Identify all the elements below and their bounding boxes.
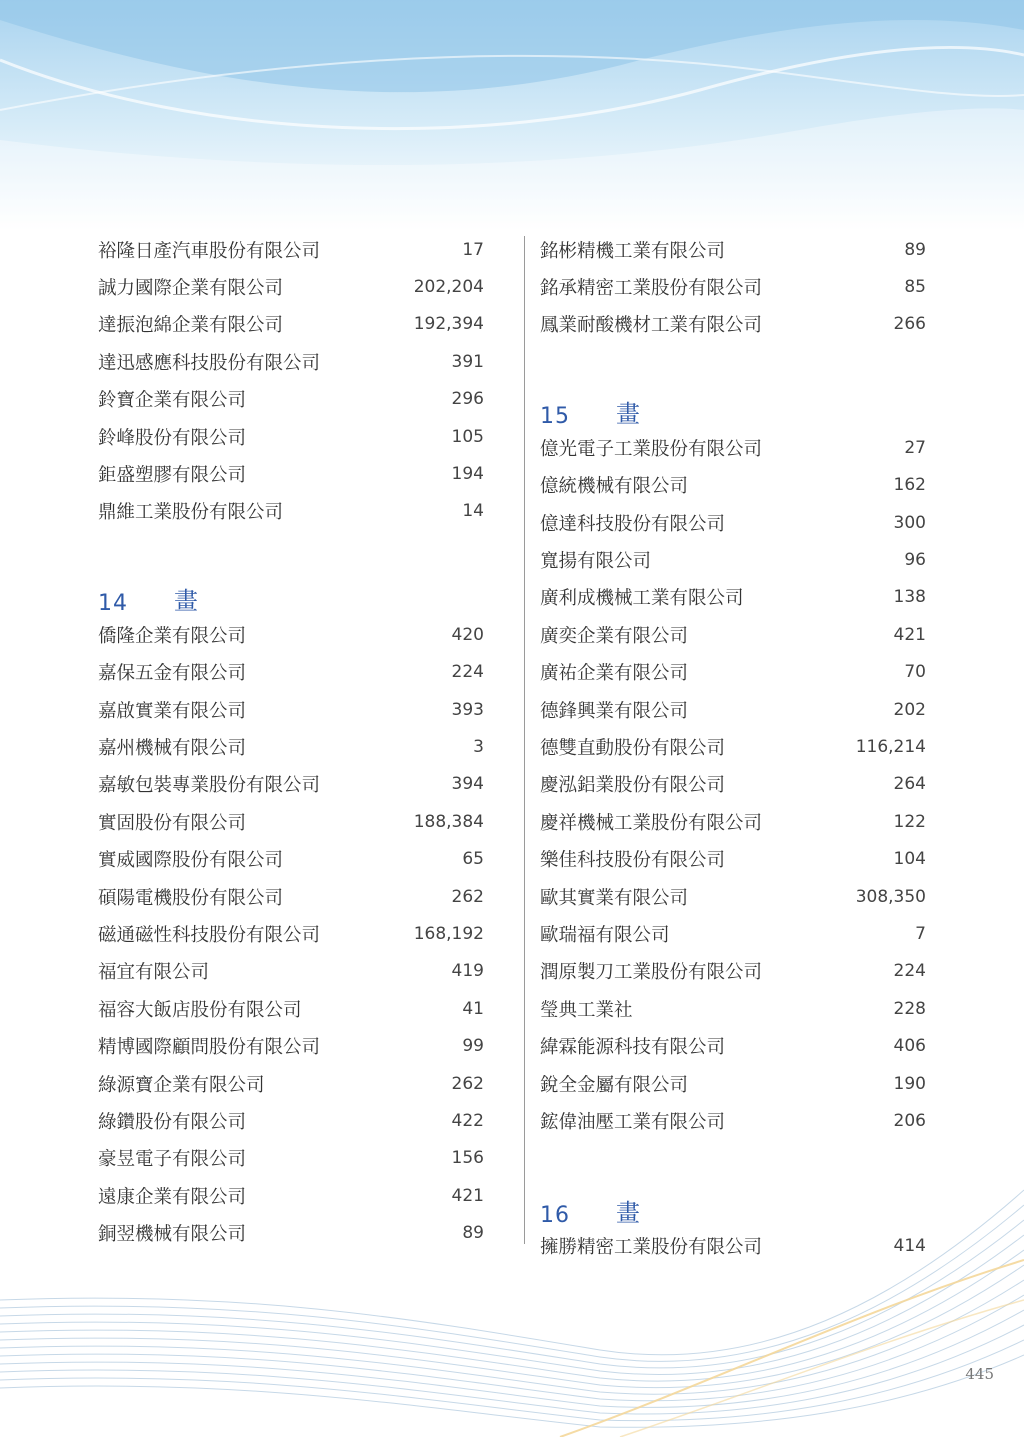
page-reference: 296 xyxy=(451,389,484,410)
list-item xyxy=(540,1102,926,1139)
stroke-label: 畫 xyxy=(616,400,640,429)
page-reference: 116,214 xyxy=(855,736,926,757)
company-name: 銘承精密工業股份有限公司 xyxy=(540,278,763,300)
list-item xyxy=(98,1214,484,1251)
list-item xyxy=(540,1027,926,1064)
list-item xyxy=(540,231,926,268)
company-name: 樂佳科技股份有限公司 xyxy=(540,850,726,872)
company-name: 廣利成機械工業有限公司 xyxy=(540,588,744,610)
page-reference: 266 xyxy=(893,314,926,335)
company-name: 瑩典工業社 xyxy=(540,999,633,1021)
list-item xyxy=(98,766,484,803)
company-name: 福容大飯店股份有限公司 xyxy=(98,999,302,1021)
page-reference: 422 xyxy=(451,1110,484,1131)
page-reference: 421 xyxy=(893,624,926,645)
company-name: 嘉啟實業有限公司 xyxy=(98,700,247,722)
list-item xyxy=(540,728,926,765)
list-item xyxy=(98,990,484,1027)
company-name: 遠康企業有限公司 xyxy=(98,1186,247,1208)
page-reference: 188,384 xyxy=(413,811,484,832)
list-item xyxy=(98,1102,484,1139)
list-item xyxy=(540,990,926,1027)
company-name: 慶祥機械工業股份有限公司 xyxy=(540,812,763,834)
page-reference: 420 xyxy=(451,624,484,645)
company-name: 廣祐企業有限公司 xyxy=(540,663,689,685)
page-reference: 393 xyxy=(451,699,484,720)
company-name: 歐其實業有限公司 xyxy=(540,887,689,909)
company-name: 誠力國際企業有限公司 xyxy=(98,278,284,300)
list-item xyxy=(540,1065,926,1102)
left-top-entries xyxy=(98,231,484,530)
company-name: 鼎維工業股份有限公司 xyxy=(98,502,284,524)
page-reference: 224 xyxy=(893,961,926,982)
list-item xyxy=(540,766,926,803)
page-reference: 202,204 xyxy=(413,277,484,298)
list-item xyxy=(540,306,926,343)
company-name: 歐瑞福有限公司 xyxy=(540,924,670,946)
page-reference: 41 xyxy=(462,998,484,1019)
company-name: 銳全金屬有限公司 xyxy=(540,1074,689,1096)
company-name: 精博國際顧問股份有限公司 xyxy=(98,1037,321,1059)
page-reference: 122 xyxy=(893,811,926,832)
list-item xyxy=(98,953,484,990)
list-item xyxy=(98,840,484,877)
stroke-count: 14 xyxy=(98,591,128,617)
page-reference: 202 xyxy=(893,699,926,720)
list-item xyxy=(98,803,484,840)
page-reference: 192,394 xyxy=(413,314,484,335)
list-item xyxy=(98,268,484,305)
list-item xyxy=(540,467,926,504)
section-14-entries xyxy=(98,616,484,1252)
company-name: 裕隆日產汽車股份有限公司 xyxy=(98,240,321,262)
list-item xyxy=(98,1177,484,1214)
list-item xyxy=(98,381,484,418)
list-item xyxy=(98,418,484,455)
page-reference: 414 xyxy=(893,1236,926,1257)
company-name: 達迅感應科技股份有限公司 xyxy=(98,352,321,374)
list-item xyxy=(540,654,926,691)
list-item xyxy=(540,429,926,466)
page-reference: 104 xyxy=(893,849,926,870)
company-name: 寬揚有限公司 xyxy=(540,551,652,573)
company-name: 銅翌機械有限公司 xyxy=(98,1224,247,1246)
column-divider xyxy=(524,236,525,1244)
section-heading-14 xyxy=(98,574,484,616)
page-reference: 262 xyxy=(451,1073,484,1094)
page-reference: 138 xyxy=(893,587,926,608)
list-item xyxy=(540,616,926,653)
company-name: 實固股份有限公司 xyxy=(98,812,247,834)
page-reference: 308,350 xyxy=(855,886,926,907)
right-column xyxy=(540,231,926,1265)
list-item xyxy=(540,268,926,305)
company-name: 鋐偉油壓工業有限公司 xyxy=(540,1111,726,1133)
list-item xyxy=(98,306,484,343)
list-item xyxy=(98,878,484,915)
company-name: 嘉州機械有限公司 xyxy=(98,737,247,759)
page-reference: 17 xyxy=(462,239,484,260)
stroke-label: 畫 xyxy=(174,587,198,616)
list-item xyxy=(98,343,484,380)
company-name: 銘彬精機工業有限公司 xyxy=(540,240,726,262)
page-reference: 7 xyxy=(915,923,926,944)
list-item xyxy=(540,1228,926,1265)
list-item xyxy=(540,878,926,915)
list-item xyxy=(98,728,484,765)
list-item xyxy=(540,579,926,616)
company-name: 綠源寶企業有限公司 xyxy=(98,1074,265,1096)
company-name: 碩陽電機股份有限公司 xyxy=(98,887,284,909)
page-reference: 162 xyxy=(893,475,926,496)
list-item xyxy=(98,691,484,728)
stroke-label: 畫 xyxy=(616,1198,640,1227)
section-15-entries xyxy=(540,429,926,1139)
company-name: 鳳業耐酸機材工業有限公司 xyxy=(540,315,763,337)
page-reference: 419 xyxy=(451,961,484,982)
list-item xyxy=(540,541,926,578)
company-name: 僑隆企業有限公司 xyxy=(98,625,247,647)
page-reference: 89 xyxy=(462,1223,484,1244)
company-name: 廣奕企業有限公司 xyxy=(540,625,689,647)
page-reference: 105 xyxy=(451,426,484,447)
list-item xyxy=(98,493,484,530)
list-item xyxy=(540,953,926,990)
page-reference: 264 xyxy=(893,774,926,795)
list-item xyxy=(98,915,484,952)
list-item xyxy=(540,803,926,840)
page-reference: 27 xyxy=(904,437,926,458)
company-name: 億達科技股份有限公司 xyxy=(540,513,726,535)
company-name: 嘉敏包裝專業股份有限公司 xyxy=(98,775,321,797)
page-reference: 194 xyxy=(451,464,484,485)
list-item xyxy=(540,691,926,728)
page-reference: 190 xyxy=(893,1073,926,1094)
list-item xyxy=(98,654,484,691)
header-wave-decoration xyxy=(0,0,1024,230)
page-reference: 406 xyxy=(893,1036,926,1057)
page-reference: 394 xyxy=(451,774,484,795)
page-reference: 168,192 xyxy=(413,923,484,944)
left-column xyxy=(98,231,484,1252)
page-reference: 421 xyxy=(451,1185,484,1206)
list-item xyxy=(98,1027,484,1064)
page-reference: 156 xyxy=(451,1148,484,1169)
list-item xyxy=(98,616,484,653)
page-reference: 206 xyxy=(893,1110,926,1131)
company-name: 鈴峰股份有限公司 xyxy=(98,427,247,449)
company-name: 擁勝精密工業股份有限公司 xyxy=(540,1237,763,1259)
company-name: 豪昱電子有限公司 xyxy=(98,1149,247,1171)
company-name: 潤原製刀工業股份有限公司 xyxy=(540,962,763,984)
company-name: 福宜有限公司 xyxy=(98,962,210,984)
company-name: 磁通磁性科技股份有限公司 xyxy=(98,924,321,946)
company-name: 實威國際股份有限公司 xyxy=(98,850,284,872)
list-item xyxy=(540,840,926,877)
page-reference: 391 xyxy=(451,351,484,372)
company-name: 德雙直動股份有限公司 xyxy=(540,737,726,759)
section-16-entries xyxy=(540,1228,926,1265)
page-reference: 85 xyxy=(904,277,926,298)
page-reference: 228 xyxy=(893,998,926,1019)
page-reference: 65 xyxy=(462,849,484,870)
list-item xyxy=(540,504,926,541)
section-heading-16 xyxy=(540,1186,926,1228)
stroke-count: 16 xyxy=(540,1202,570,1228)
company-name: 億統機械有限公司 xyxy=(540,476,689,498)
list-item xyxy=(98,1140,484,1177)
right-top-entries xyxy=(540,231,926,343)
stroke-count: 15 xyxy=(540,404,570,430)
page-reference: 96 xyxy=(904,550,926,571)
page-reference: 262 xyxy=(451,886,484,907)
list-item xyxy=(98,1065,484,1102)
company-name: 嘉保五金有限公司 xyxy=(98,663,247,685)
page-reference: 14 xyxy=(462,501,484,522)
company-name: 慶泓鋁業股份有限公司 xyxy=(540,775,726,797)
page-reference: 300 xyxy=(893,512,926,533)
page-reference: 3 xyxy=(473,736,484,757)
company-name: 達振泡綿企業有限公司 xyxy=(98,315,284,337)
page-reference: 89 xyxy=(904,239,926,260)
company-name: 鈴寶企業有限公司 xyxy=(98,390,247,412)
list-item xyxy=(540,915,926,952)
company-name: 德鋒興業有限公司 xyxy=(540,700,689,722)
page-reference: 224 xyxy=(451,662,484,683)
company-name: 綠鑽股份有限公司 xyxy=(98,1111,247,1133)
page-reference: 99 xyxy=(462,1036,484,1057)
list-item xyxy=(98,231,484,268)
company-name: 億光電子工業股份有限公司 xyxy=(540,438,763,460)
company-name: 鉅盛塑膠有限公司 xyxy=(98,465,247,487)
list-item xyxy=(98,455,484,492)
section-heading-15 xyxy=(540,387,926,429)
page-number: 445 xyxy=(965,1365,994,1383)
company-name: 緯霖能源科技有限公司 xyxy=(540,1037,726,1059)
page-reference: 70 xyxy=(904,662,926,683)
